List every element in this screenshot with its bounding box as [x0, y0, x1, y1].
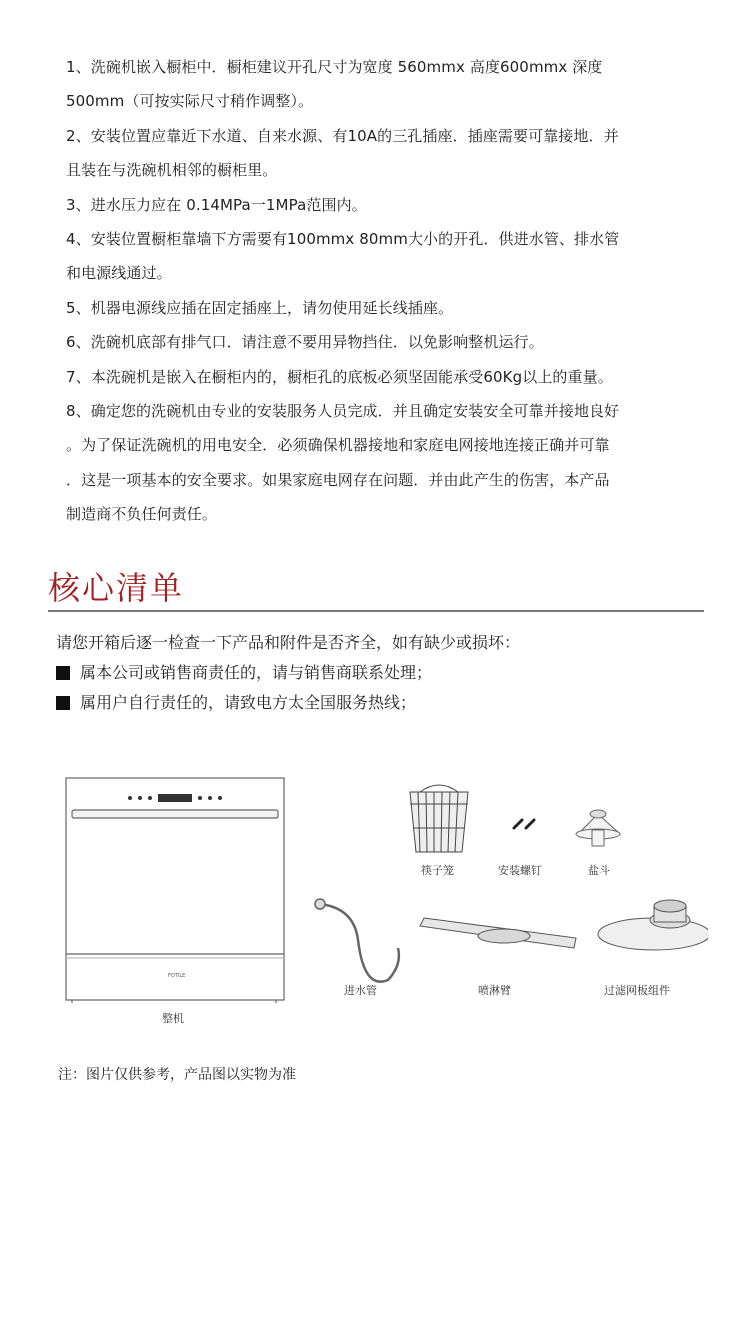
- item-label-filter: 过滤网板组件: [604, 984, 670, 997]
- filter-assembly-icon: [598, 900, 708, 950]
- checklist-intro: [56, 628, 520, 718]
- note-line: 和电源线通过。: [66, 264, 172, 283]
- screws-icon: [514, 820, 534, 828]
- checklist-bullet: [56, 688, 520, 718]
- package-contents-figure: [58, 770, 708, 1030]
- note-line: 1、洗碗机嵌入橱柜中．橱柜建议开孔尺寸为宽度 560mmx 高度600mmx 深度: [66, 58, 603, 76]
- item-label-screws: 安装螺钉: [498, 864, 542, 877]
- note-line: 8、确定您的洗碗机由专业的安装服务人员完成．并且确定安装安全可靠并接地良好: [66, 402, 620, 421]
- spray-arm-icon: [420, 918, 576, 948]
- note-line: 2、安装位置应靠近下水道、自来水源、有10A的三孔插座．插座需要可靠接地．并: [66, 126, 619, 145]
- footnote: 注：图片仅供参考，产品图以实物为准: [58, 1067, 296, 1083]
- item-label-spray-arm: 喷淋臂: [478, 984, 511, 997]
- item-label-hose: 进水管: [344, 984, 377, 997]
- section-title: 核心清单: [48, 569, 185, 607]
- note-line: 且装在与洗碗机相邻的橱柜里。: [66, 161, 278, 180]
- note-line: 7、本洗碗机是嵌入在橱柜内的，橱柜孔的底板必须坚固能承受60Kg以上的重量。: [66, 367, 613, 386]
- note-line: 500mm（可按实际尺寸稍作调整）。: [66, 92, 314, 111]
- note-line: 制造商不负任何责任。: [66, 505, 218, 524]
- note-line: 。为了保证洗碗机的用电安全．必须确保机器接地和家庭电网接地连接正确并可靠: [66, 436, 610, 455]
- note-line: 3、进水压力应在 0.14MPa一1MPa范围内。: [66, 195, 367, 214]
- salt-funnel-icon: [576, 810, 620, 846]
- square-bullet-icon: [56, 696, 70, 710]
- intro-text: 请您开箱后逐一检查一下产品和附件是否齐全，如有缺少或损坏：: [56, 633, 521, 652]
- bullet-text: 属本公司或销售商责任的，请与销售商联系处理；: [80, 663, 433, 682]
- item-label-main: 整机: [162, 1012, 184, 1025]
- bullet-text: 属用户自行责任的，请致电方太全国服务热线；: [80, 693, 417, 712]
- checklist-bullet: [56, 658, 520, 688]
- brand-text: FOTILE: [168, 973, 186, 979]
- note-line: 6、洗碗机底部有排气口．请注意不要用异物挡住．以免影响整机运行。: [66, 333, 544, 352]
- item-label-basket: 筷子笼: [421, 864, 454, 877]
- note-line: 4、安装位置橱柜靠墙下方需要有100mmx 80mm大小的开孔．供进水管、排水管: [66, 230, 620, 249]
- section-divider: [48, 610, 704, 612]
- note-line: ．这是一项基本的安全要求。如果家庭电网存在问题．并由此产生的伤害，本产品: [66, 470, 610, 489]
- dishwasher-icon: [66, 778, 284, 1003]
- inlet-hose-icon: [315, 899, 399, 982]
- cutlery-basket-icon: [410, 785, 468, 852]
- installation-notes: [66, 50, 696, 532]
- item-label-funnel: 盐斗: [588, 864, 610, 877]
- note-line: 5、机器电源线应插在固定插座上，请勿使用延长线插座。: [66, 298, 454, 317]
- square-bullet-icon: [56, 666, 70, 680]
